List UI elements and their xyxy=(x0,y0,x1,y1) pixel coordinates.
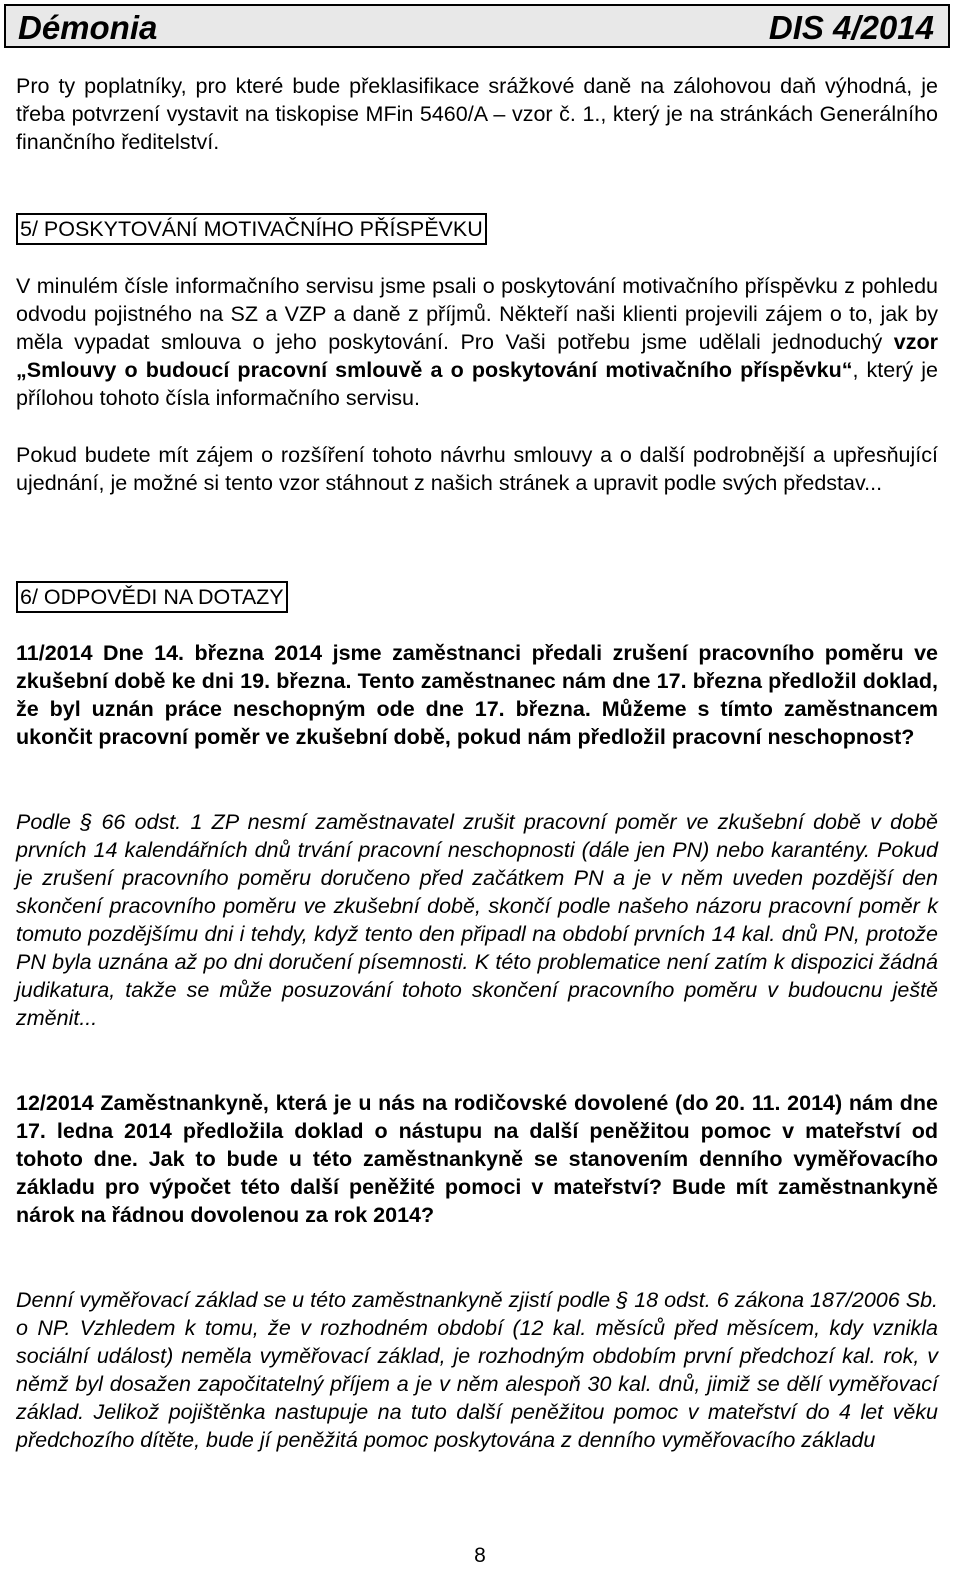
question-12-2014: 12/2014 Zaměstnankyně, která je u nás na rodičovské dovolené (do 20. 11. 2014) nám dne 17. ledna 2014 předložila doklad o nástupu na další peněžitou pomoc v mateřství od tohoto dne. Jak to bude u této zaměstnankyně se stanovením denního vyměřovacího základu pro výpočet této další peněžité pomoci v mateřství? Bude mít zaměstnankyně nárok na řádnou dovolenou za rok 2014? xyxy=(16,1091,938,1227)
answer-11-2014: Podle § 66 odst. 1 ZP nesmí zaměstnavatel zrušit pracovní poměr ve zkušební době v době prvních 14 kalendářních dnů trvání pracovní neschopnosti (dále jen PN) nebo karantény. Pokud je zrušení pracovního poměru doručeno před začátkem PN a je v něm uveden pozdější den skončení pracovního poměru ve zkušební době, skončí podle našeho názoru pracovní poměr k tomuto pozdějšímu dni i tehdy, když tento den připadl na období prvních 14 kal. dnů PN, protože PN byla uznána až po dni doručení písemnosti. K této problematice není zatím k dispozici žádná judikatura, takže se může posuzování tohoto skončení pracovního poměru v budoucnu ještě změnit... xyxy=(16,810,938,1030)
section-5-paragraph-2: Pokud budete mít zájem o rozšíření tohoto návrhu smlouvy a o další podrobnější a upřesňující ujednání, je možné si tento vzor stáhnout z našich stránek a upravit podle svých představ... xyxy=(16,443,938,495)
intro-paragraph: Pro ty poplatníky, pro které bude překlasifikace srážkové daně na zálohovou daň výhodná, je třeba potvrzení vystavit na tiskopise MFin 5460/A – vzor č. 1., který je na stránkách Generálního finančního ředitelství. xyxy=(16,74,938,154)
question-11-2014: 11/2014 Dne 14. března 2014 jsme zaměstnanci předali zrušení pracovního poměru ve zkušební době ke dni 19. března. Tento zaměstnanec nám dne 17. března předložil doklad, že byl uznán práce neschopným ode dne 17. března. Můžeme s tímto zaměstnancem ukončit pracovní poměr ve zkušební době, pokud nám předložil pracovní neschopnost? xyxy=(16,641,938,749)
section-5-heading: 5/ POSKYTOVÁNÍ MOTIVAČNÍHO PŘÍSPĚVKU xyxy=(16,213,487,245)
section-5-p1-start: V minulém čísle informačního servisu jsme psali o poskytování motivačního příspěvku z pohledu odvodu pojistného na SZ a VZP a daně z příjmů. Někteří naši klienti projevili zájem o to, jak by měla vypadat smlouva o jeho poskytování. Pro Vaši potřebu jsme udělali jednoduchý xyxy=(16,274,938,354)
section-5-p1-end: , který je přílohou tohoto čísla informačního servisu. xyxy=(16,358,938,410)
issue-number: DIS 4/2014 xyxy=(768,9,934,46)
publication-title: Démonia xyxy=(18,9,158,46)
page-header xyxy=(4,4,950,48)
page-number: 8 xyxy=(474,1544,486,1567)
contract-template-name: vzor „Smlouvy o budoucí pracovní smlouvě a o poskytování motivačního příspěvku“ xyxy=(16,330,938,382)
section-6-heading: 6/ ODPOVĚDI NA DOTAZY xyxy=(16,581,288,613)
answer-12-2014: Denní vyměřovací základ se u této zaměstnankyně zjistí podle § 18 odst. 6 zákona 187/2006 Sb. o NP. Vzhledem k tomu, že v rozhodném období (12 kal. měsíců před měsícem, kdy vznikla sociální událost) neměla vyměřovací základ, je rozhodným obdobím první předchozí kal. rok, v němž byl dosažen započitatelný příjem a je v něm alespoň 30 kal. dnů, jimiž se dělí vyměřovací základ. Jelikož pojištěnka nastupuje na tuto další peněžitou pomoc v mateřství do 4 let věku předchozího dítěte, bude jí peněžitá pomoc poskytována z denního vyměřovacího základu xyxy=(16,1288,938,1452)
section-5-paragraph-1 xyxy=(16,272,938,412)
